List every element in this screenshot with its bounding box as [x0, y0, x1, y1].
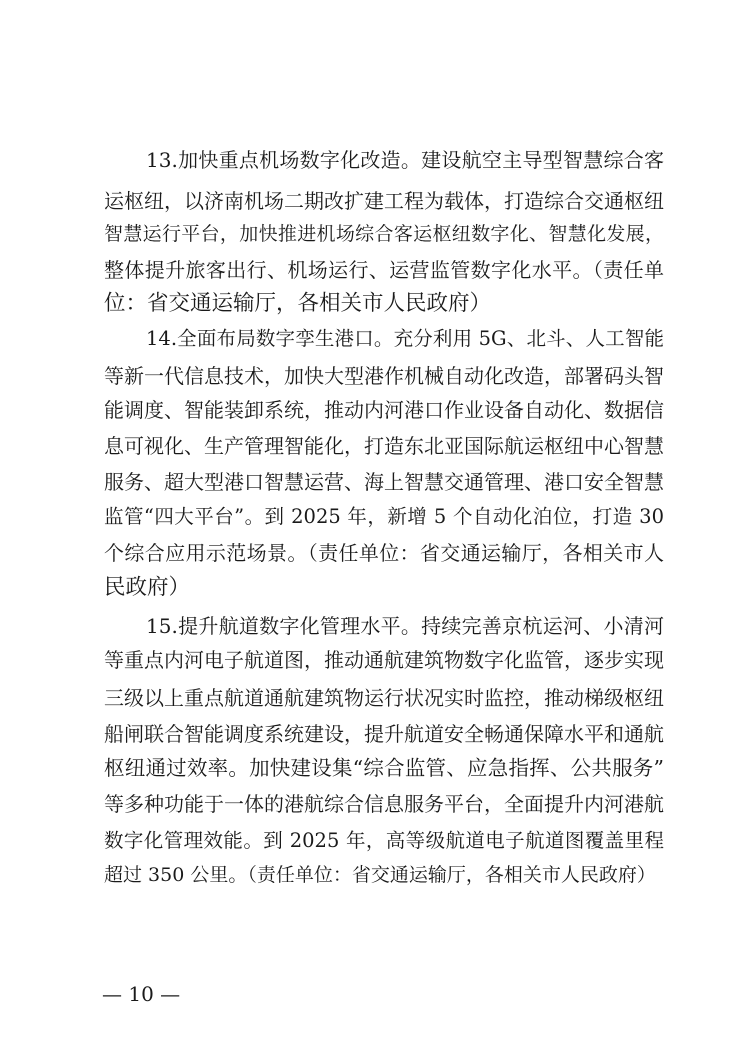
text-line: 15.提升航道数字化管理水平。持续完善京杭运河、小清河 [146, 614, 664, 638]
text-line: 民政府） [104, 575, 191, 600]
text-line: 个综合应用示范场景。（责任单位：省交通运输厅，各相关市人 [104, 541, 664, 565]
text-line: 能调度、智能装卸系统，推动内河港口作业设备自动化、数据信 [104, 398, 664, 422]
text-line: 船闸联合智能调度系统建设，提升航道安全畅通保障水平和通航 [104, 722, 664, 746]
text-line: 等新一代信息技术，加快大型港作机械自动化改造，部署码头智 [104, 364, 664, 388]
text-line: 等重点内河电子航道图，推动通航建筑物数字化监管，逐步实现 [104, 648, 664, 672]
text-line: 智慧运行平台，加快推进机场综合客运枢纽数字化、智慧化发展， [104, 223, 664, 245]
text-line: 三级以上重点航道通航建筑物运行状况实时监控，推动梯级枢纽 [104, 686, 664, 710]
text-line: 枢纽通过效率。加快建设集“综合监管、应急指挥、公共服务” [104, 756, 664, 780]
text-line: 14.全面布局数字孪生港口。充分利用 5G、北斗、人工智能 [146, 327, 664, 350]
text-line: 位：省交通运输厅，各相关市人民政府） [104, 291, 492, 316]
page-number: — 10 — [102, 982, 181, 1006]
text-line: 超过 350 公里。（责任单位：省交通运输厅，各相关市人民政府） [104, 864, 656, 886]
text-line: 服务、超大型港口智慧运营、海上智慧交通管理、港口安全智慧 [104, 470, 664, 494]
text-line: 等多种功能于一体的港航综合信息服务平台，全面提升内河港航 [104, 792, 664, 816]
text-line: 整体提升旅客出行、机场运行、运营监管数字化水平。（责任单 [104, 258, 664, 282]
text-line: 监管“四大平台”。到 2025 年，新增 5 个自动化泊位，打造 30 [104, 505, 664, 528]
text-line: 13.加快重点机场数字化改造。建设航空主导型智慧综合客 [146, 148, 664, 172]
text-line: 数字化管理效能。到 2025 年，高等级航道电子航道图覆盖里程 [104, 829, 664, 852]
text-line: 运枢纽，以济南机场二期改扩建工程为载体，打造综合交通枢纽 [104, 189, 664, 213]
text-line: 息可视化、生产管理智能化，打造东北亚国际航运枢纽中心智慧 [104, 434, 664, 458]
